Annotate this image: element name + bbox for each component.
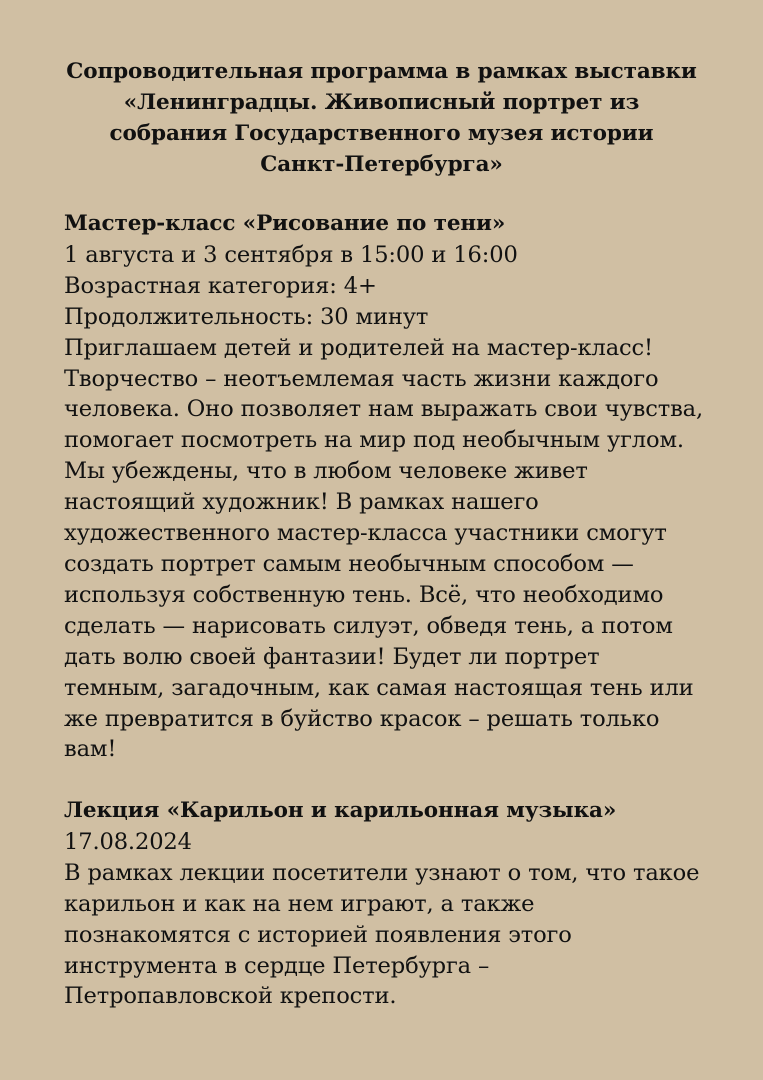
section-title: Лекция «Карильон и карильонная музыка» [64, 798, 617, 823]
body-line: дать волю своей фантазии! Будет ли портрет [64, 643, 600, 670]
body-line: инструмента в сердце Петербурга – [64, 952, 490, 979]
lecture-section [64, 796, 744, 1012]
section-date: 1 августа и 3 сентября в 15:00 и 16:00 [64, 241, 518, 268]
body-line: же превратится в буйство красок – решать только [64, 705, 660, 732]
body-line: сделать — нарисовать силуэт, обведя тень, а потом [64, 612, 673, 639]
body-line: темным, загадочным, как самая настоящая тень или [64, 674, 694, 701]
section-title: Мастер-класс «Рисование по тени» [64, 211, 506, 236]
body-line: карильон и как на нем играют, а также [64, 890, 535, 917]
section-date: 17.08.2024 [64, 828, 192, 855]
masterclass-section [64, 209, 744, 765]
body-line: Мы убеждены, что в любом человеке живет [64, 458, 588, 485]
body-line: Приглашаем детей и родителей на мастер-класс! [64, 334, 653, 361]
body-line: Петропавловской крепости. [64, 983, 397, 1010]
heading-line: Санкт-Петербурга» [260, 152, 503, 177]
body-line: настоящий художник! В рамках нашего [64, 489, 539, 516]
age-category: Возрастная категория: 4+ [64, 272, 377, 299]
body-line: познакомятся с историей появления этого [64, 921, 572, 948]
heading-line: Сопроводительная программа в рамках выставки [66, 59, 697, 84]
body-line: помогает посмотреть на мир под необычным углом. [64, 427, 684, 454]
document-heading [40, 56, 723, 180]
duration: Продолжительность: 30 минут [64, 303, 429, 330]
heading-line: «Ленинградцы. Живописный портрет из [123, 90, 640, 115]
body-line: Творчество – неотъемлемая часть жизни каждого [64, 365, 659, 392]
heading-line: собрания Государственного музея истории [109, 121, 654, 146]
body-line: вам! [64, 736, 117, 763]
body-line: создать портрет самым необычным способом — [64, 550, 634, 577]
body-line: используя собственную тень. Всё, что необходимо [64, 581, 664, 608]
body-line: В рамках лекции посетители узнают о том, что такое [64, 859, 700, 886]
body-line: человека. Оно позволяет нам выражать свои чувства, [64, 396, 703, 423]
body-line: художественного мастер-класса участники смогут [64, 520, 667, 547]
